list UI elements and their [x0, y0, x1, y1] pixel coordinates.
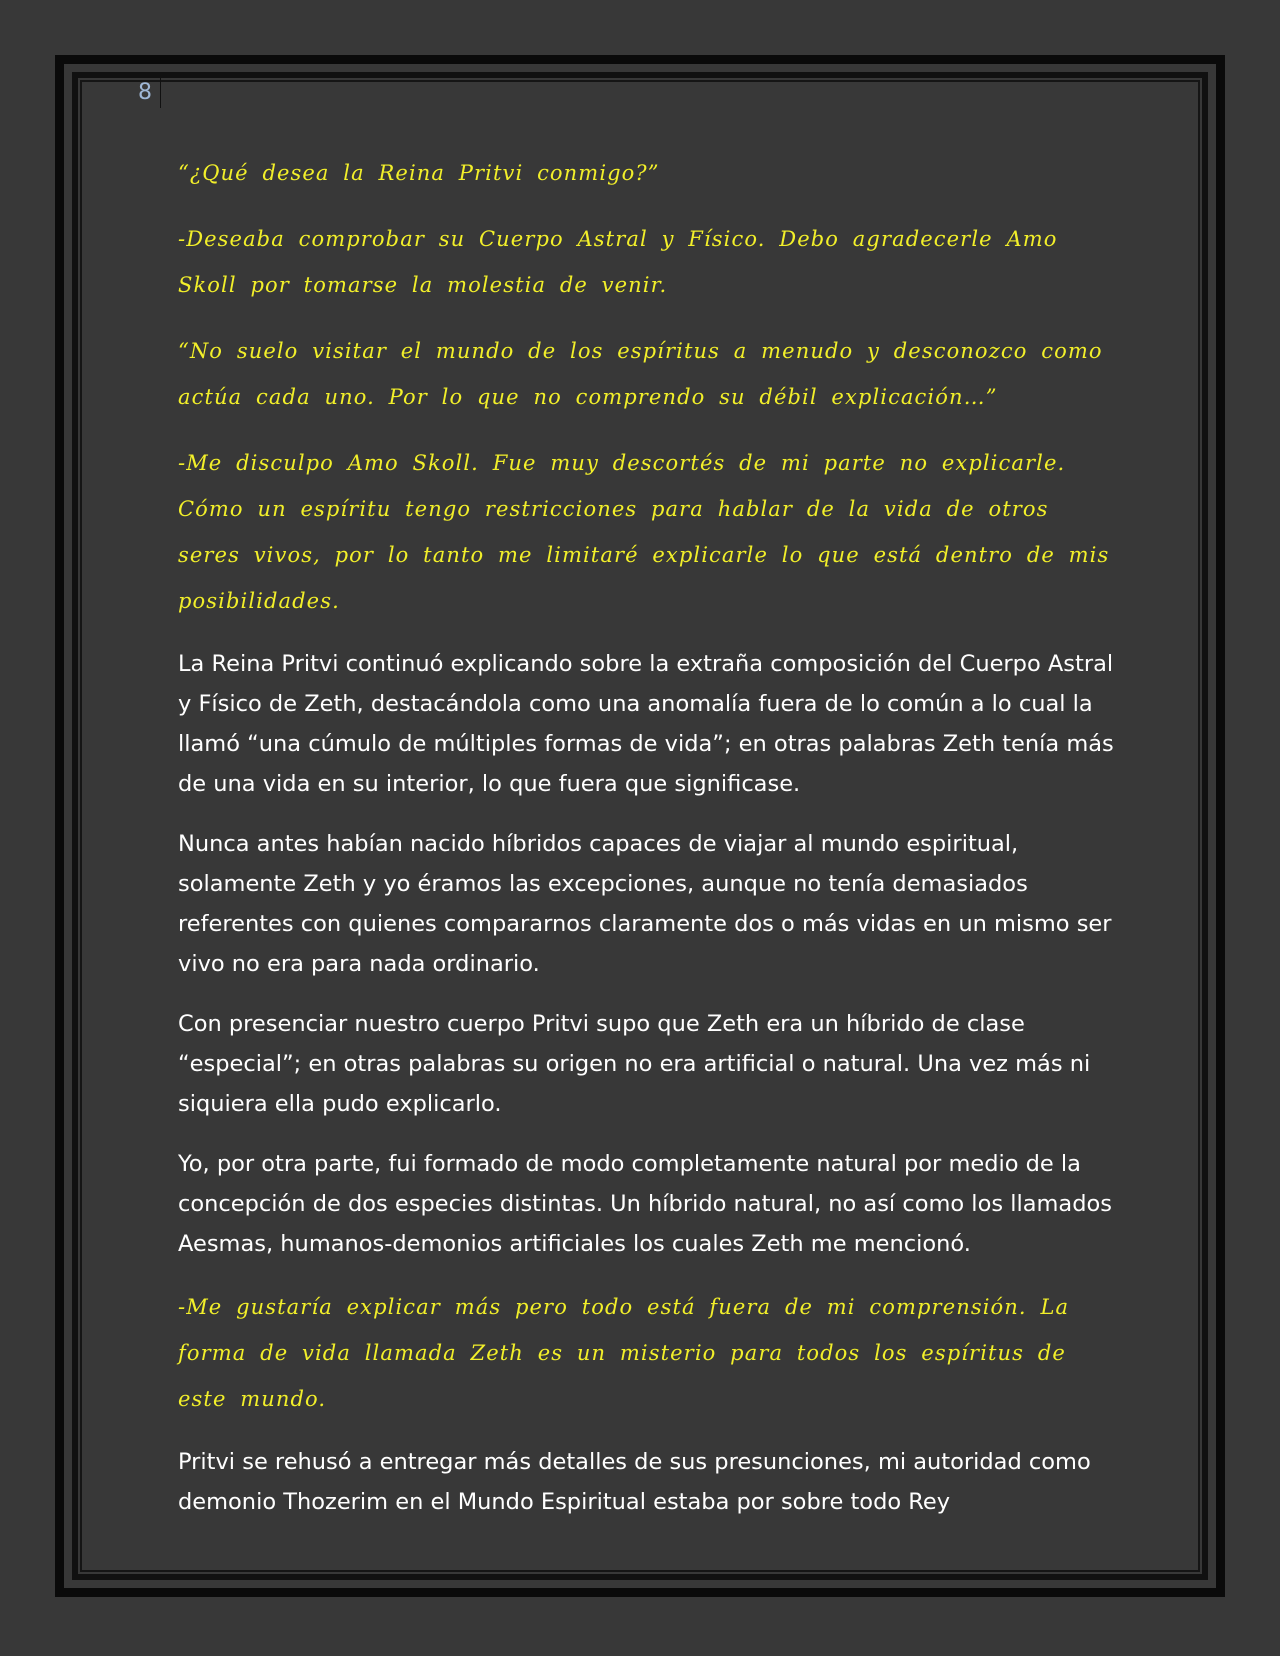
page-number: 8	[138, 78, 161, 108]
page-content	[178, 150, 1118, 1542]
narration-paragraph: Nunca antes habían nacido híbridos capaces de viajar al mundo espiritual, solamente Zeth y yo éramos las excepciones, aunque no tenía demasiados referentes con quienes compararnos claramente dos o más vidas en un mismo ser vivo no era para nada ordinario.	[178, 831, 1112, 977]
dialog-paragraph: -Me disculpo Amo Skoll. Fue muy descortés de mi parte no explicarle. Cómo un espíritu tengo restricciones para hablar de la vida de otros seres vivos, por lo tanto me limitaré explicarle lo que está dentro de mis posibilidades.	[178, 451, 1110, 613]
narration-paragraph: Con presenciar nuestro cuerpo Pritvi supo que Zeth era un híbrido de clase “especial”; en otras palabras su origen no era artificial o natural. Una vez más ni siquiera ella pudo explicarlo.	[178, 1011, 1091, 1117]
narration-paragraph: La Reina Pritvi continuó explicando sobre la extraña composición del Cuerpo Astral y Físico de Zeth, destacándola como una anomalía fuera de lo común a lo cual la llamó “una cúmulo de múltiples formas de vida”; en otras palabras Zeth tenía más de una vida en su interior, lo que fuera que significase.	[178, 651, 1114, 797]
dialog-paragraph: -Me gustaría explicar más pero todo está fuera de mi comprensión. La forma de vida llamada Zeth es un misterio para todos los espíritus de este mundo.	[178, 1295, 1070, 1411]
dialog-paragraph: -Deseaba comprobar su Cuerpo Astral y Físico. Debo agradecerle Amo Skoll por tomarse la molestia de venir.	[178, 227, 1058, 297]
narration-paragraph: Yo, por otra parte, fui formado de modo completamente natural por medio de la concepción de dos especies distintas. Un híbrido natural, no así como los llamados Aesmas, humanos-demonios artificiales los cuales Zeth me mencionó.	[178, 1151, 1112, 1257]
dialog-paragraph: “No suelo visitar el mundo de los espíritus a menudo y desconozco como actúa cada uno. Por lo que no comprendo su débil explicación…”	[178, 339, 1103, 409]
narration-paragraph: Pritvi se rehusó a entregar más detalles de sus presunciones, mi autoridad como demonio Thozerim en el Mundo Espiritual estaba por sobre todo Rey	[178, 1449, 1091, 1515]
dialog-paragraph: “¿Qué desea la Reina Pritvi conmigo?”	[178, 161, 660, 185]
